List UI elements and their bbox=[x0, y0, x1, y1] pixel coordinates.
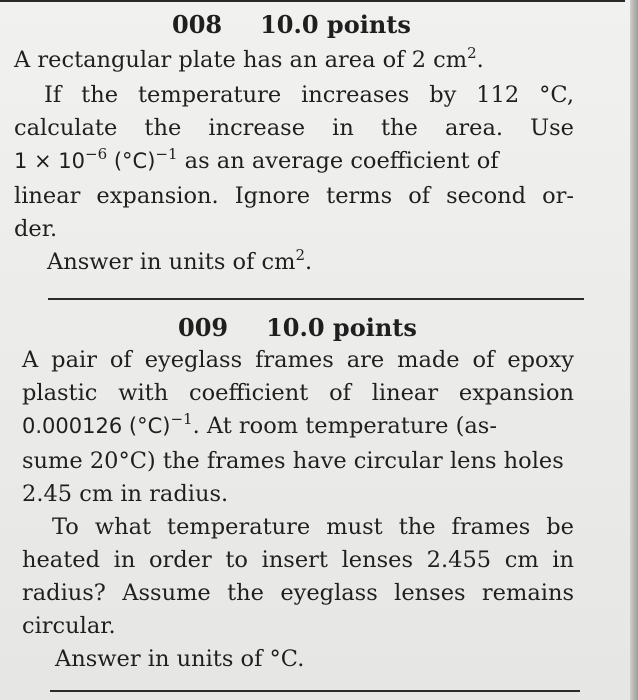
problem-009-points: 10.0 points bbox=[266, 313, 417, 342]
problem-008-answer-text: Answer in units of cm bbox=[47, 249, 296, 275]
problem-009-line-8: radius? Assume the eyeglass lenses remains bbox=[22, 580, 574, 606]
problem-009-line-5: 2.45 cm in radius. bbox=[22, 481, 229, 507]
bottom-divider bbox=[50, 690, 580, 692]
problem-divider bbox=[48, 298, 584, 300]
problem-008-text bbox=[14, 44, 574, 281]
problem-008-coef-base: 1 × 10 bbox=[14, 149, 86, 173]
problem-008-line-1-text: A rectangular plate has an area of 2 cm bbox=[14, 47, 468, 73]
problem-009-line-3-text: . At room temperature (as- bbox=[192, 413, 497, 439]
problem-009-coef-value: 0.000126 (°C) bbox=[22, 414, 171, 438]
problem-009-line-7: heated in order to insert lenses 2.455 cm in bbox=[22, 547, 574, 573]
problem-008-line-1-end: . bbox=[476, 47, 484, 73]
problem-008-answer-end: . bbox=[305, 249, 313, 275]
problem-008-number: 008 bbox=[172, 10, 223, 39]
problem-008-line-5: linear expansion. Ignore terms of second or- bbox=[14, 183, 574, 209]
problem-008-line-4-text: as an average coefficient of bbox=[177, 148, 499, 174]
problem-008-points: 10.0 points bbox=[260, 10, 411, 39]
problem-009-number: 009 bbox=[178, 313, 229, 342]
problem-008-line-3: calculate the increase in the area. Use bbox=[14, 115, 574, 141]
problem-009-line-3 bbox=[22, 410, 574, 445]
problem-008-line-2: If the temperature increases by 112 °C, bbox=[44, 82, 574, 108]
problem-008-line-1 bbox=[14, 44, 574, 79]
problem-009-line-4: sume 20°C) the frames have circular lens holes bbox=[22, 448, 564, 474]
problem-008-answer bbox=[14, 246, 574, 281]
problem-008-coef-unit: (°C) bbox=[107, 149, 156, 173]
problem-008-header bbox=[172, 10, 411, 39]
problem-008-line-6: der. bbox=[14, 216, 58, 242]
problem-009-coef-exp: −1 bbox=[170, 410, 193, 428]
problem-008-coef-exp: −6 bbox=[85, 145, 108, 163]
problem-008-line-1-sup: 2 bbox=[467, 44, 477, 62]
problem-009-line-9: circular. bbox=[22, 613, 116, 639]
problem-009-line-2: plastic with coefficient of linear expansion bbox=[22, 380, 574, 406]
problem-008-line-4 bbox=[14, 145, 574, 180]
page-edge-shadow bbox=[630, 0, 638, 700]
problem-009-text bbox=[22, 344, 574, 676]
problem-008-answer-sup: 2 bbox=[295, 246, 306, 264]
problem-009-line-6: To what temperature must the frames be bbox=[52, 514, 574, 540]
top-divider bbox=[0, 0, 625, 2]
problem-008-coef-unit-exp: −1 bbox=[155, 145, 178, 163]
problem-009-header bbox=[178, 313, 417, 342]
problem-009-answer: Answer in units of °C. bbox=[55, 646, 305, 672]
problem-009-line-1: A pair of eyeglass frames are made of epoxy bbox=[22, 347, 574, 373]
